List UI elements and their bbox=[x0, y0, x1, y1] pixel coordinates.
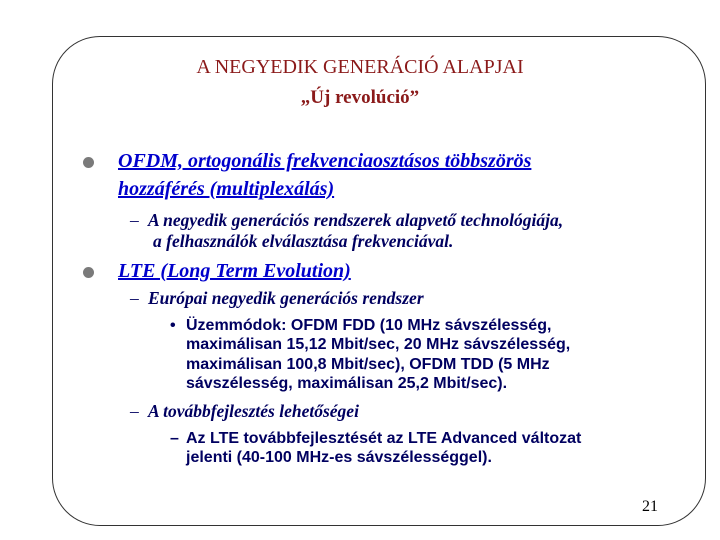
bullet-1-line-2: hozzáférés (multiplexálás) bbox=[118, 178, 335, 200]
bullet-dot-1 bbox=[83, 157, 94, 168]
bullet-2-sub-1-item-line-1: Üzemmódok: OFDM FDD (10 MHz sávszélesség, bbox=[186, 317, 552, 334]
bullet-2-line-1: LTE (Long Term Evolution) bbox=[118, 260, 351, 282]
bullet-2-sub-1-item-line-2: maximálisan 15,12 Mbit/sec, 20 MHz sávszélesség, bbox=[186, 336, 571, 353]
sub-dash-1: – bbox=[130, 210, 139, 230]
bullet-2-sub-1-marker: • bbox=[170, 317, 176, 334]
bullet-2-sub-2: A továbbfejlesztés lehetőségei bbox=[148, 401, 359, 421]
bullet-1-line-1: OFDM, ortogonális frekvenciaosztásos többszörös bbox=[118, 150, 532, 172]
slide-subtitle: „Új revolúció” bbox=[300, 87, 420, 108]
bullet-2-sub-2-item-line-1: Az LTE továbbfejlesztését az LTE Advanced változat bbox=[186, 430, 582, 447]
bullet-1-sub-line-2: a felhasználók elválasztása frekvenciával. bbox=[153, 231, 454, 251]
bullet-2-sub-1-item-line-4: sávszélesség, maximálisan 25,2 Mbit/sec). bbox=[186, 375, 508, 392]
bullet-2-sub-2-marker: – bbox=[170, 430, 179, 447]
page-number: 21 bbox=[642, 498, 658, 515]
bullet-dot-2 bbox=[83, 267, 94, 278]
bullet-2-sub-1: Európai negyedik generációs rendszer bbox=[148, 288, 424, 308]
bullet-2-sub-2-item-line-2: jelenti (40-100 MHz-es sávszélességgel). bbox=[186, 449, 492, 466]
bullet-2-sub-1-item-line-3: maximálisan 100,8 Mbit/sec), OFDM TDD (5 MHz bbox=[186, 356, 550, 373]
bullet-1-sub-line-1: A negyedik generációs rendszerek alapvető technológiája, bbox=[148, 210, 564, 230]
sub-dash-3: – bbox=[130, 401, 139, 421]
sub-dash-2: – bbox=[130, 288, 139, 308]
slide-title: A NEGYEDIK GENERÁCIÓ ALAPJAI bbox=[196, 56, 524, 78]
